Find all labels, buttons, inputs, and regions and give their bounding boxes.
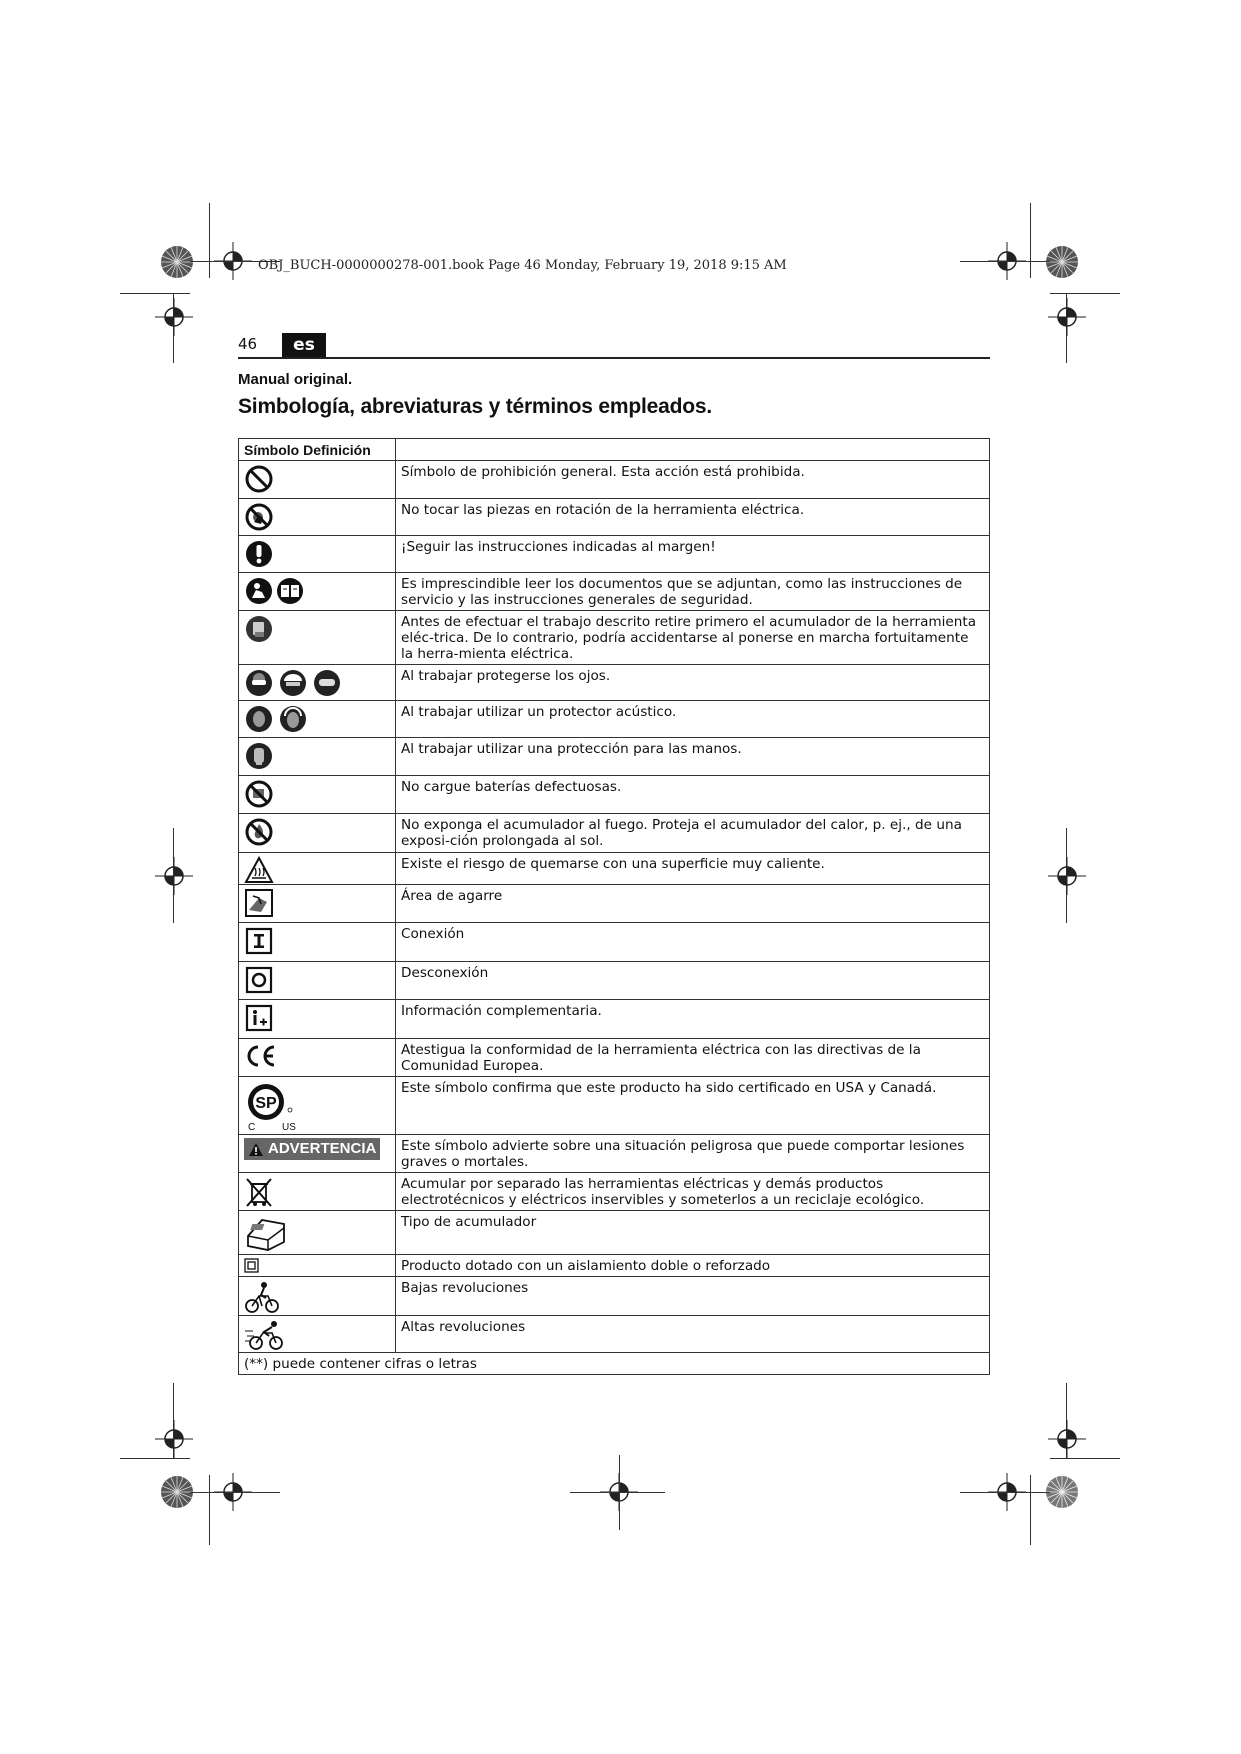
definition-cell: Al trabajar utilizar un protector acústico. <box>396 701 990 738</box>
language-tag: es <box>282 333 326 357</box>
no-fire-icon <box>244 817 274 847</box>
definition-cell: Antes de efectuar el trabajo descrito retire primero el acumulador de la herramienta eléc-trica. De lo contrario, podría accidentarse al ponerse en marcha fortuitamente la herra-mienta eléctrica. <box>396 611 990 665</box>
table-row <box>239 738 990 776</box>
definition-cell: Al trabajar protegerse los ojos. <box>396 665 990 701</box>
info-plus-icon <box>244 1003 274 1033</box>
header-rule <box>238 357 990 359</box>
registration-mark-icon <box>1048 1420 1086 1458</box>
registration-mark-icon <box>1048 298 1086 336</box>
table-row <box>239 776 990 814</box>
symbol-table <box>238 438 990 1375</box>
sunburst-mark-icon <box>160 1475 194 1509</box>
definition-cell: Es imprescindible leer los documentos que se adjuntan, como las instrucciones de servicio y las instrucciones generales de seguridad. <box>396 573 990 611</box>
csa-mark-letters: SP <box>255 1095 277 1112</box>
book-info: OBJ_BUCH-0000000278-001.book Page 46 Monday, February 19, 2018 9:15 AM <box>258 258 787 273</box>
ce-mark-icon <box>244 1042 278 1070</box>
no-touch-rotating-icon <box>244 502 274 532</box>
table-row <box>239 814 990 853</box>
table-row <box>239 1077 990 1135</box>
low-speed-bike-icon <box>244 1280 280 1314</box>
table-header: Símbolo Definición <box>239 439 396 461</box>
table-row <box>239 701 990 738</box>
table-row <box>239 1000 990 1039</box>
power-off-icon <box>244 965 274 995</box>
table-row <box>239 573 990 611</box>
definition-cell: Altas revoluciones <box>396 1316 990 1353</box>
table-row <box>239 853 990 885</box>
table-footnote: (**) puede contener cifras o letras <box>239 1353 990 1375</box>
warning-badge <box>244 1138 380 1160</box>
eye-protection-icon <box>244 668 344 698</box>
definition-cell: Acumular por separado las herramientas eléctricas y demás productos electrotécnicos y eléctricos inservibles y someterlos a un reciclaje ecológico. <box>396 1173 990 1211</box>
table-row <box>239 885 990 923</box>
sunburst-mark-icon <box>1045 1475 1079 1509</box>
definition-cell: ¡Seguir las instrucciones indicadas al margen! <box>396 536 990 573</box>
definition-cell: Al trabajar utilizar una protección para las manos. <box>396 738 990 776</box>
warning-badge-label: ADVERTENCIA <box>268 1140 377 1157</box>
warning-triangle-icon <box>248 1142 264 1157</box>
sunburst-mark-icon <box>160 245 194 279</box>
definition-cell: Atestigua la conformidad de la herramienta eléctrica con las directivas de la Comunidad Europea. <box>396 1039 990 1077</box>
table-row <box>239 1173 990 1211</box>
table-row <box>239 1277 990 1316</box>
weee-bin-icon <box>244 1176 274 1208</box>
grip-area-icon <box>244 888 274 918</box>
definition-cell: Este símbolo confirma que este producto ha sido certificado en USA y Canadá. <box>396 1077 990 1135</box>
hand-protection-icon <box>244 741 274 771</box>
definition-cell: No tocar las piezas en rotación de la herramienta eléctrica. <box>396 499 990 536</box>
table-row <box>239 1211 990 1255</box>
definition-cell: Información complementaria. <box>396 1000 990 1039</box>
definition-cell: No exponga el acumulador al fuego. Proteja el acumulador del calor, p. ej., de una exposi-ción prolongada al sol. <box>396 814 990 853</box>
page-number: 46 <box>238 335 258 353</box>
table-header-row <box>239 439 990 461</box>
table-row <box>239 962 990 1000</box>
definition-cell: Conexión <box>396 923 990 962</box>
high-speed-bike-icon <box>244 1319 288 1351</box>
definition-cell: Existe el riesgo de quemarse con una superficie muy caliente. <box>396 853 990 885</box>
table-row <box>239 1039 990 1077</box>
registration-mark-icon <box>155 857 193 895</box>
definition-cell: No cargue baterías defectuosas. <box>396 776 990 814</box>
definition-cell: Este símbolo advierte sobre una situación peligrosa que puede comportar lesiones graves o mortales. <box>396 1135 990 1173</box>
ear-protection-icon <box>244 704 310 734</box>
table-row <box>239 1255 990 1277</box>
sunburst-mark-icon <box>1045 245 1079 279</box>
manual-label: Manual original. <box>238 371 353 388</box>
registration-mark-icon <box>155 298 193 336</box>
double-insulation-icon <box>244 1258 260 1274</box>
registration-mark-icon <box>1048 857 1086 895</box>
registration-mark-icon <box>155 1420 193 1458</box>
table-footnote-row <box>239 1353 990 1375</box>
csa-sub-right: US <box>282 1122 296 1132</box>
table-row <box>239 461 990 499</box>
no-charge-defective-icon <box>244 779 274 809</box>
exclamation-icon <box>244 539 274 569</box>
battery-type-icon <box>244 1214 288 1254</box>
prohibition-icon <box>244 464 274 494</box>
table-row <box>239 1135 990 1173</box>
definition-cell: Área de agarre <box>396 885 990 923</box>
table-row <box>239 499 990 536</box>
page-title: Simbología, abreviaturas y términos empleados. <box>238 395 712 418</box>
power-on-icon <box>244 926 274 956</box>
definition-cell: Tipo de acumulador <box>396 1211 990 1255</box>
table-row <box>239 665 990 701</box>
remove-battery-icon <box>244 614 274 644</box>
definition-cell: Producto dotado con un aislamiento doble o reforzado <box>396 1255 990 1277</box>
hot-surface-icon <box>244 856 274 884</box>
definition-cell: Bajas revoluciones <box>396 1277 990 1316</box>
table-row <box>239 923 990 962</box>
definition-cell: Desconexión <box>396 962 990 1000</box>
read-manual-icon <box>244 576 306 606</box>
table-row <box>239 536 990 573</box>
csa-mark-icon <box>244 1080 306 1132</box>
table-row <box>239 1316 990 1353</box>
definition-cell: Símbolo de prohibición general. Esta acción está prohibida. <box>396 461 990 499</box>
table-row <box>239 611 990 665</box>
csa-sub-left: C <box>248 1122 256 1132</box>
